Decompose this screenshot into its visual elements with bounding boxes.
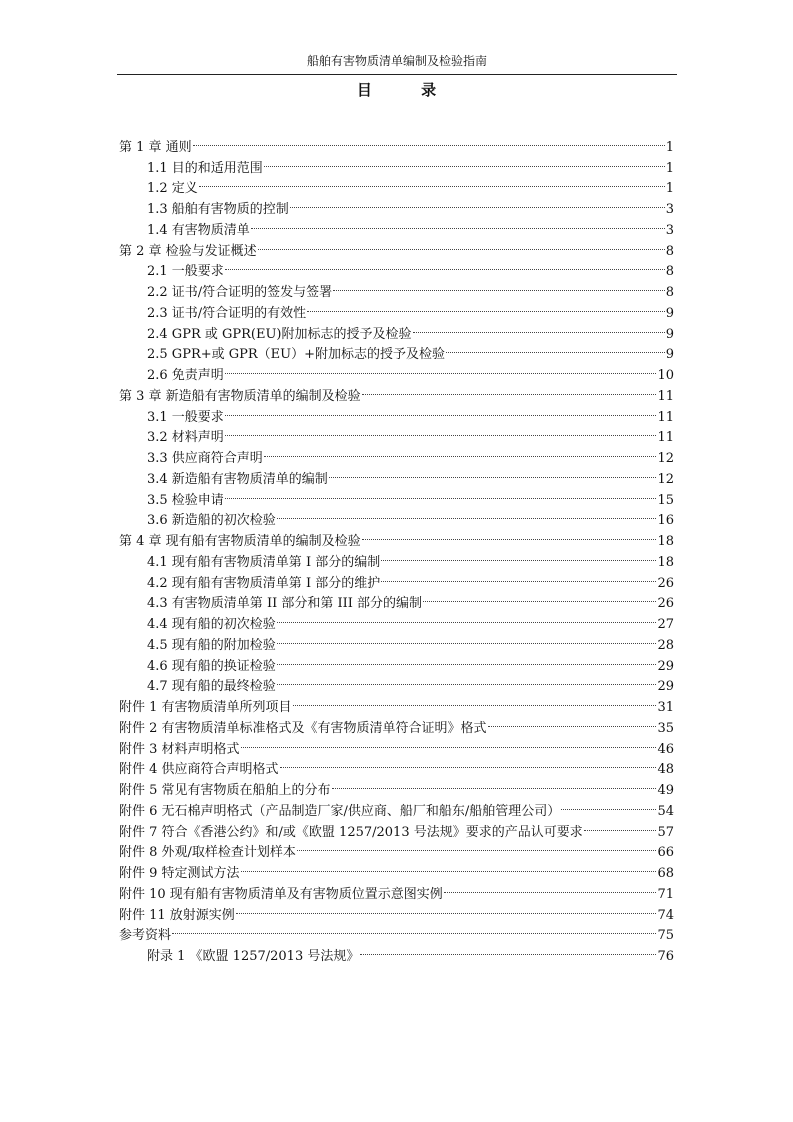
toc-entry-page-number: 11 (657, 409, 674, 425)
dot-leader (329, 462, 657, 483)
dot-leader (277, 649, 657, 670)
toc-entry-title: 第 3 章 新造船有害物质清单的编制及检验 (119, 388, 361, 404)
toc-entry-title: 2.2 证书/符合证明的签发与签署 (147, 285, 333, 300)
dot-leader (362, 379, 657, 400)
toc-entry-page-number: 12 (657, 451, 674, 466)
toc-entry-title: 2.1 一般要求 (147, 264, 224, 280)
dot-leader (362, 524, 657, 545)
toc-entry-title: 附件 11 放射源实例 (119, 907, 235, 923)
toc-entry-title: 附件 6 无石棉声明格式（产品制造厂家/供应商、船厂和船东/船舶管理公司） (119, 803, 561, 819)
dot-leader (277, 670, 657, 691)
dot-leader (333, 275, 665, 296)
toc-entry-page-number: 9 (665, 305, 674, 321)
dot-leader (277, 607, 657, 628)
toc-entry[interactable] (119, 939, 674, 964)
dot-leader (332, 773, 657, 794)
toc-entry-title: 附录 1 《欧盟 1257/2013 号法规》 (147, 949, 360, 964)
toc-entry-title: 3.5 检验申请 (147, 492, 224, 508)
running-title: 船舶有害物质清单编制及检验指南 (306, 54, 487, 68)
toc-entry[interactable] (119, 919, 674, 944)
toc-entry-title: 1.3 船舶有害物质的控制 (147, 202, 289, 217)
toc-entry-title: 附件 2 有害物质清单标准格式及《有害物质清单符合证明》格式 (119, 720, 487, 736)
dot-leader (584, 815, 657, 836)
toc-entry[interactable] (119, 130, 674, 155)
toc-entry-title: 1.2 定义 (147, 181, 198, 197)
toc-entry-page-number: 9 (665, 326, 674, 342)
toc-entry-page-number: 1 (665, 139, 674, 155)
toc-entry-title: 4.5 现有船的附加检验 (147, 637, 276, 653)
toc-entry-page-number: 74 (657, 907, 674, 923)
toc-entry-title: 3.3 供应商符合声明 (147, 451, 263, 466)
toc-entry-page-number: 1 (665, 160, 674, 176)
toc-entry-title: 附件 10 现有船有害物质清单及有害物质位置示意图实例 (119, 886, 443, 902)
toc-entry-page-number: 10 (657, 368, 674, 383)
toc-entry-title: 附件 3 材料声明格式 (119, 741, 240, 757)
dot-leader (225, 483, 657, 504)
toc-entry-page-number: 57 (657, 824, 674, 840)
toc-entry-page-number: 75 (657, 928, 674, 944)
toc-title: 目 录 (356, 81, 459, 99)
toc-entry-page-number: 66 (657, 845, 674, 861)
toc-entry-page-number: 29 (657, 658, 674, 674)
toc-entry-page-number: 29 (657, 679, 674, 695)
toc-entry-page-number: 15 (657, 492, 674, 508)
toc-entry-title: 1.4 有害物质清单 (147, 222, 250, 238)
dot-leader (172, 919, 656, 940)
toc-entry-page-number: 3 (665, 222, 674, 238)
dot-leader (225, 358, 657, 379)
toc-entry-page-number: 9 (665, 347, 674, 363)
dot-leader (413, 317, 665, 338)
dot-leader (561, 794, 656, 815)
dot-leader (280, 753, 657, 774)
toc-entry-title: 附件 1 有害物质清单所列项目 (119, 700, 292, 715)
toc-entry-page-number: 26 (657, 575, 674, 591)
toc-entry-page-number: 11 (657, 388, 674, 404)
toc-entry-title: 4.3 有害物质清单第 II 部分和第 III 部分的编制 (147, 596, 423, 612)
dot-leader (241, 732, 657, 753)
toc-entry-page-number: 8 (665, 285, 674, 300)
toc-entry[interactable] (119, 172, 674, 197)
toc-entry-title: 参考资料 (119, 928, 172, 944)
toc-entry-page-number: 18 (657, 534, 674, 549)
dot-leader (199, 172, 665, 193)
toc-entry-title: 第 1 章 通则 (119, 139, 192, 155)
dot-leader (297, 836, 657, 857)
toc-entry[interactable] (119, 151, 674, 176)
toc-entry-title: 4.1 现有船有害物质清单第 I 部分的编制 (147, 554, 381, 570)
toc-entry-page-number: 16 (657, 513, 674, 529)
dot-leader (423, 587, 656, 608)
toc-entry-title: 2.4 GPR 或 GPR(EU)附加标志的授予及检验 (147, 326, 412, 342)
dot-leader (264, 151, 665, 172)
toc-entry-title: 1.1 目的和适用范围 (147, 160, 263, 176)
dot-leader (277, 504, 657, 525)
toc-entry-page-number: 54 (657, 803, 674, 819)
toc-entry-title: 第 2 章 检验与发证概述 (119, 243, 257, 259)
toc-entry-title: 附件 8 外观/取样检查计划样本 (119, 845, 296, 861)
toc-entry-title: 附件 7 符合《香港公约》和/或《欧盟 1257/2013 号法规》要求的产品认可要求 (119, 824, 583, 840)
toc-entry-page-number: 26 (657, 596, 674, 612)
toc-entry-page-number: 71 (657, 886, 674, 902)
dot-leader (236, 898, 657, 919)
dot-leader (225, 255, 665, 276)
dot-leader (381, 545, 656, 566)
toc-entry-title: 3.6 新造船的初次检验 (147, 513, 276, 529)
dot-leader (488, 711, 657, 732)
toc-entry-page-number: 18 (657, 554, 674, 570)
toc-entry[interactable] (119, 192, 674, 217)
toc-entry-page-number: 27 (657, 617, 674, 632)
toc-entry-title: 第 4 章 现有船有害物质清单的编制及检验 (119, 534, 361, 549)
toc-entry-title: 2.3 证书/符合证明的有效性 (147, 305, 307, 321)
toc-entry-page-number: 68 (657, 866, 674, 881)
toc-entry-title: 附件 5 常见有害物质在船舶上的分布 (119, 783, 331, 798)
dot-leader (360, 939, 656, 960)
toc-entry-page-number: 49 (657, 783, 674, 798)
toc-entry-page-number: 8 (665, 243, 674, 259)
dot-leader (193, 130, 665, 151)
toc-entry-page-number: 8 (665, 264, 674, 280)
dot-leader (241, 856, 657, 877)
dot-leader (307, 296, 665, 317)
toc-entry-page-number: 11 (657, 430, 674, 446)
running-header (117, 54, 677, 75)
dot-leader (258, 234, 665, 255)
toc-entry-page-number: 35 (657, 720, 674, 736)
toc-entry-page-number: 3 (665, 202, 674, 217)
dot-leader (225, 421, 657, 442)
toc-entry-page-number: 48 (657, 762, 674, 778)
toc-entry-page-number: 12 (657, 471, 674, 487)
toc-entry-title: 2.6 免责声明 (147, 368, 224, 383)
toc-entry-page-number: 1 (665, 181, 674, 197)
toc-entry-title: 附件 9 特定测试方法 (119, 866, 240, 881)
dot-leader (381, 566, 656, 587)
dot-leader (251, 213, 665, 234)
toc-entry-page-number: 31 (657, 700, 674, 715)
toc-entry-title: 3.4 新造船有害物质清单的编制 (147, 471, 328, 487)
dot-leader (446, 338, 665, 359)
toc-entry-title: 4.6 现有船的换证检验 (147, 658, 276, 674)
toc-entry-title: 4.2 现有船有害物质清单第 I 部分的维护 (147, 575, 381, 591)
toc-entry-page-number: 46 (657, 741, 674, 757)
toc-entry-page-number: 28 (657, 637, 674, 653)
dot-leader (444, 877, 657, 898)
dot-leader (290, 192, 665, 213)
dot-leader (293, 690, 657, 711)
toc-entry-title: 4.4 现有船的初次检验 (147, 617, 276, 632)
dot-leader (264, 441, 657, 462)
toc-entry-title: 2.5 GPR+或 GPR（EU）+附加标志的授予及检验 (147, 347, 446, 363)
dot-leader (225, 400, 657, 421)
dot-leader (277, 628, 657, 649)
table-of-contents (119, 130, 674, 964)
toc-entry-title: 4.7 现有船的最终检验 (147, 679, 276, 695)
toc-entry-title: 3.2 材料声明 (147, 430, 224, 446)
toc-entry-title: 3.1 一般要求 (147, 409, 224, 425)
toc-entry-page-number: 76 (657, 949, 674, 964)
toc-entry-title: 附件 4 供应商符合声明格式 (119, 762, 279, 778)
